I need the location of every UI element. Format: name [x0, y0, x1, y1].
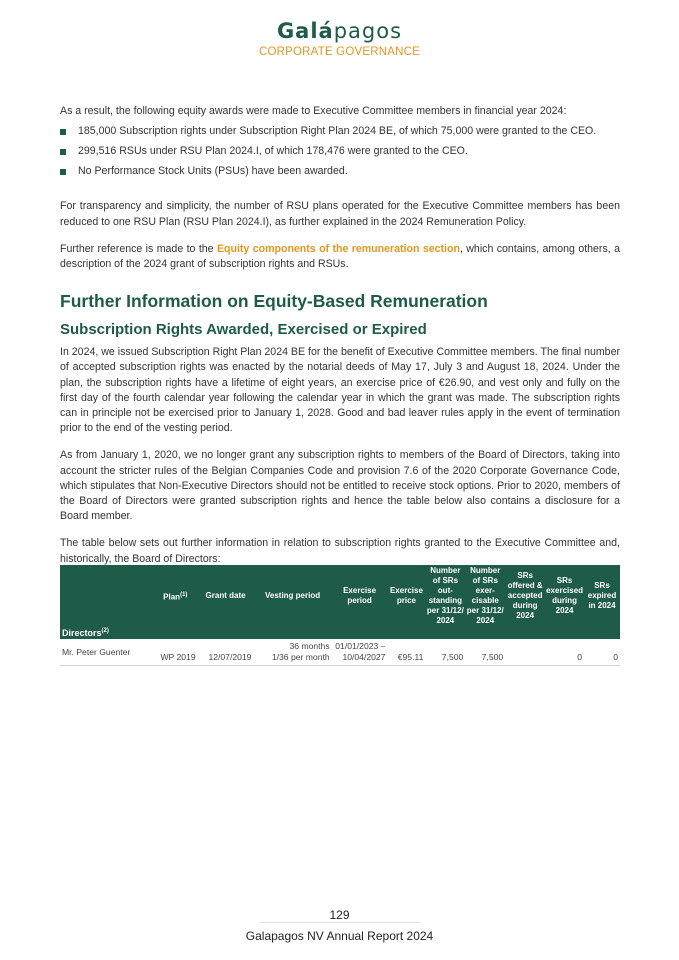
galapagos-logo: Galápagos [276, 19, 403, 43]
intro-paragraph: As a result, the following equity awards were made to Executive Committee members in financial year 2024: [60, 105, 567, 117]
cell-name: Mr. Peter Guenter [60, 639, 153, 666]
list-item: 299,516 RSUs under RSU Plan 2024.I, of which 178,476 were granted to the CEO. [60, 144, 620, 159]
cell-offered [505, 639, 545, 666]
page-number: 129 [329, 908, 350, 922]
header-exercisable: Number of SRs exer-cisable per 31/12/ 2024 [466, 566, 504, 625]
header-outstanding: Number of SRs out-standing per 31/12/ 2024 [426, 566, 464, 625]
cell-expired: 0 [584, 639, 620, 666]
cell-exercisable: 7,500 [465, 639, 505, 666]
header-exercise-price: Exercise price [387, 565, 425, 627]
list-item: 185,000 Subscription rights under Subscription Right Plan 2024 BE, of which 75,000 were granted to the CEO. [60, 124, 620, 139]
table-row [60, 639, 620, 666]
table-intro-paragraph: The table below sets out further information in relation to subscription rights granted to the Executive Committee and, historically, the Board of Directors: [60, 537, 620, 565]
main-content [60, 104, 620, 567]
section-heading: Further Information on Equity-Based Remuneration [60, 291, 488, 312]
header-plan: Plan$^{(1)}$ [153, 565, 198, 627]
plan-paragraph: In 2024, we issued Subscription Right Plan 2024 BE for the benefit of Executive Committee members. The final number of accepted subscription rights was enacted by the notarial deeds of May 17, July 3 and August 18, 2024. Under the plan, the subscription rights have a lifetime of eight years, an exercise price of €26.90, and vest only and fully on the first day of the fourth calendar year following the calendar year in which the grant was made. The subscription rights can in principle not be exercised prior to January 1, 2028. Good and bad leaver rules apply in the event of termination prior to the end of the vesting period. [60, 346, 620, 435]
transparency-paragraph: For transparency and simplicity, the number of RSU plans operated for the Executive Committee members has been reduced to one RSU Plan (RSU Plan 2024.I), as further explained in the 2024 Remuneration Policy. [60, 200, 620, 228]
header-offered: SRs offered & accepted during 2024 [505, 565, 545, 627]
header-exercise-period: Exercise period [332, 565, 388, 627]
cell-vesting-period: 36 months 1/36 per month [253, 639, 331, 666]
remuneration-section-link[interactable]: Equity components of the remuneration section [216, 242, 460, 255]
cell-exercise-price: €95.11 [387, 639, 425, 666]
group-row-directors: Directors$^{(2)}$ [60, 627, 620, 639]
page-footer [0, 908, 679, 943]
reference-paragraph: Further reference is made to the Equity components of the remuneration section, which contains, among others, a description of the 2024 grant of subscription rights and RSUs. [60, 242, 620, 271]
header-grant-date: Grant date [198, 565, 254, 627]
cell-plan: WP 2019 [153, 639, 198, 666]
header-vesting-period: Vesting period [253, 565, 331, 627]
bullet-square-icon [60, 169, 66, 175]
subscription-rights-table [60, 565, 620, 666]
header-name [60, 565, 153, 627]
directors-paragraph: As from January 1, 2020, we no longer grant any subscription rights to members of the Board of Directors, taking into account the stricter rules of the Belgian Companies Code and provision 7.6 of the 2020 Corporate Governance Code, which stipulates that Non-Executive Directors should not be entitled to receive stock options. Prior to 2020, members of the Board of Directors were granted subscription rights and hence the table below also contains a disclosure for a Board member. [60, 449, 620, 523]
header-exercised: SRs exercised during 2024 [545, 565, 584, 627]
cell-exercised: 0 [545, 639, 584, 666]
cell-outstanding: 7,500 [425, 639, 465, 666]
awards-list [60, 124, 620, 179]
header-expired: SRs expired in 2024 [584, 565, 620, 627]
list-item: No Performance Stock Units (PSUs) have been awarded. [60, 164, 620, 179]
subsection-heading: Subscription Rights Awarded, Exercised or Expired [60, 321, 427, 339]
cell-exercise-period: 01/01/2023 – 10/04/2027 [332, 639, 388, 666]
page-header [0, 18, 679, 58]
cell-grant-date: 12/07/2019 [198, 639, 254, 666]
section-label: CORPORATE GOVERNANCE [259, 46, 420, 58]
report-title: Galapagos NV Annual Report 2024 [245, 929, 434, 943]
bullet-square-icon [60, 129, 66, 135]
footer-divider [260, 922, 420, 923]
table-header-row [60, 565, 620, 627]
bullet-square-icon [60, 149, 66, 155]
